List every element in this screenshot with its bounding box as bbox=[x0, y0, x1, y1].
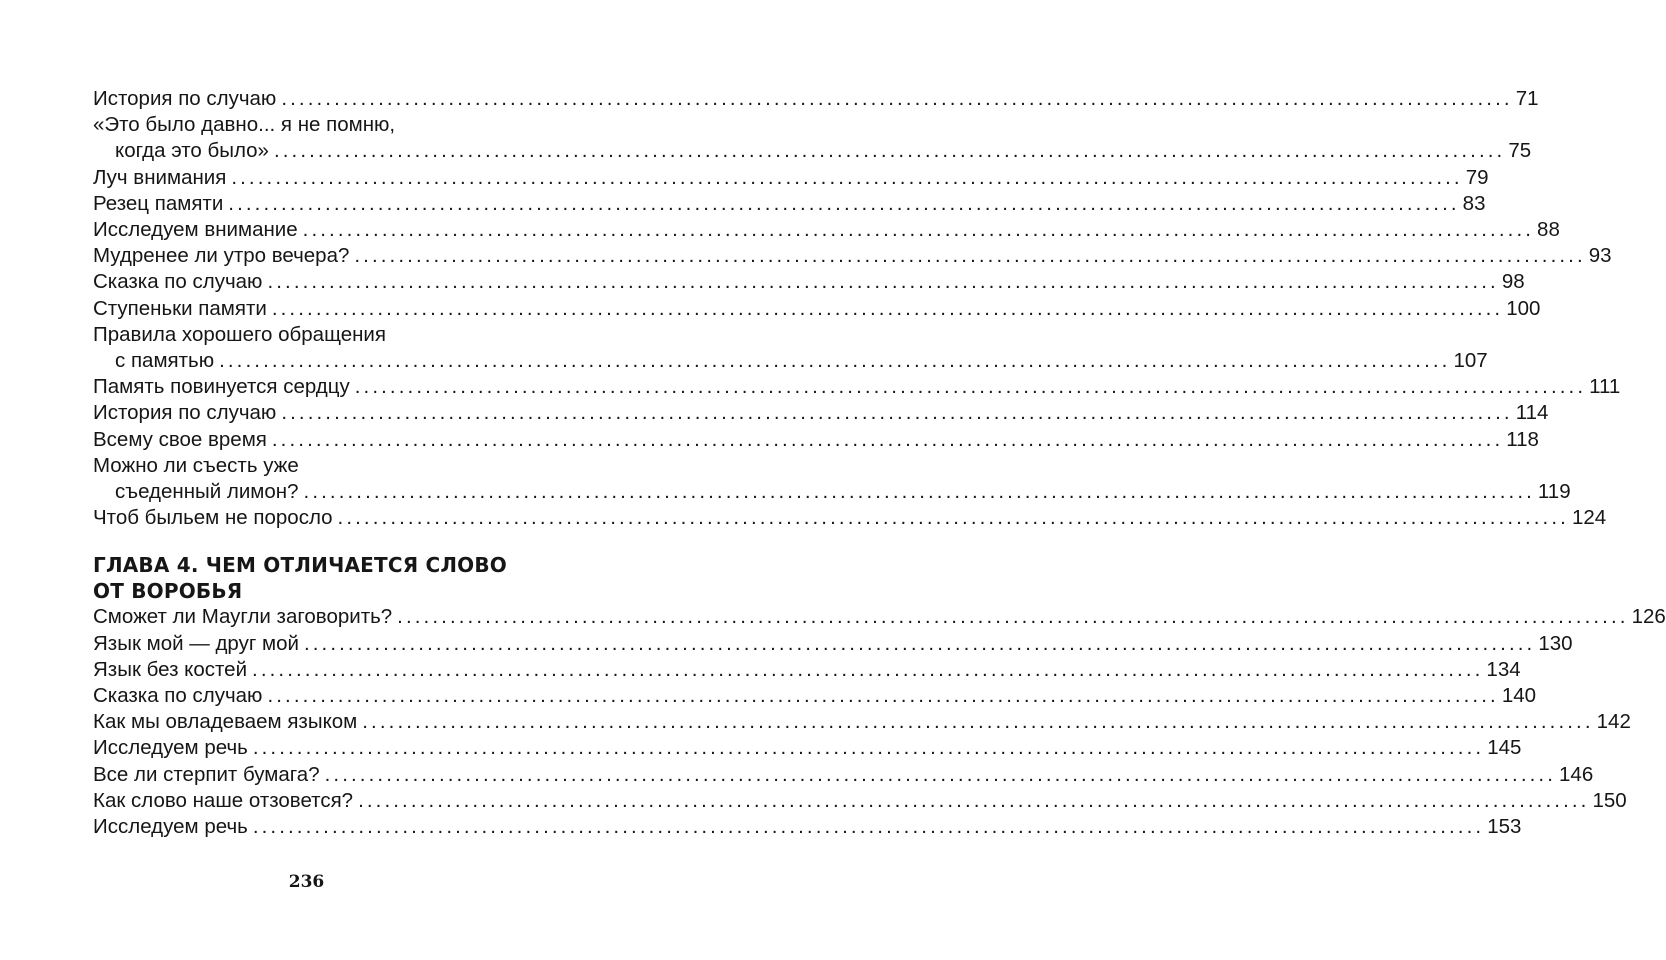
toc-entry bbox=[93, 322, 1488, 374]
toc-entry-page: 114 bbox=[1515, 401, 1549, 425]
toc-entry-title: Луч внимания bbox=[93, 165, 227, 189]
toc-entry-page: 111 bbox=[1589, 375, 1621, 399]
toc-entry-page: 98 bbox=[1501, 270, 1525, 294]
chapter-title-line-1: ГЛАВА 4. ЧЕМ ОТЛИЧАЕТСЯ СЛОВО bbox=[93, 553, 508, 578]
toc-entry-line bbox=[93, 631, 1573, 657]
toc-entry bbox=[93, 400, 1549, 426]
toc-list bbox=[93, 86, 1621, 531]
toc-entry-title: Правила хорошего обращения bbox=[93, 322, 386, 346]
toc-entry-line bbox=[93, 709, 1631, 735]
toc-entry-title: Как мы овладеваем языком bbox=[93, 710, 358, 734]
dot-leader: ............................................................................................................................................ bbox=[231, 165, 1463, 189]
toc-entry bbox=[93, 296, 1541, 322]
toc-entry-page: 107 bbox=[1453, 349, 1488, 373]
toc-entry-line bbox=[93, 400, 1549, 426]
toc-entry-title: Сможет ли Маугли заговорить? bbox=[93, 605, 393, 629]
toc-entry-title: Резец памяти bbox=[93, 191, 224, 215]
dot-leader: ............................................................................................................................................ bbox=[281, 401, 1513, 425]
toc-entry-title: Исследуем речь bbox=[93, 815, 248, 839]
toc-entry-line bbox=[93, 762, 1594, 788]
toc-entry-line bbox=[93, 374, 1621, 400]
toc-entry-title: «Это было давно... я не помню, bbox=[93, 113, 396, 137]
toc-entry-line bbox=[93, 427, 1539, 453]
chapter-heading bbox=[93, 552, 549, 604]
chapter-title-line-2: ОТ ВОРОБЬЯ bbox=[93, 579, 243, 604]
toc-entry-page: 146 bbox=[1559, 762, 1594, 786]
dot-leader: ............................................................................................................................................ bbox=[303, 631, 1536, 655]
toc-entry-page: 119 bbox=[1537, 480, 1571, 504]
toc-entry bbox=[93, 427, 1539, 453]
toc-entry-title: съеденный лимон? bbox=[115, 480, 299, 504]
toc-entry-title: Все ли стерпит бумага? bbox=[93, 762, 320, 786]
toc-entry-title: Ступеньки памяти bbox=[93, 296, 267, 320]
toc-entry-line bbox=[93, 165, 1489, 191]
toc-entry-page: 83 bbox=[1462, 191, 1486, 215]
toc-entry-page: 153 bbox=[1487, 815, 1522, 839]
toc-entry-page: 126 bbox=[1631, 605, 1666, 629]
toc-entry-title: с памятью bbox=[115, 349, 215, 373]
toc-entry-line bbox=[93, 657, 1521, 683]
toc-entry-title: Чтоб быльем не поросло bbox=[93, 506, 333, 530]
toc-entry-title: Как слово наше отзовется? bbox=[93, 788, 354, 812]
toc-entry-page: 100 bbox=[1506, 296, 1541, 320]
toc-entry-page: 124 bbox=[1571, 506, 1607, 530]
toc-entry-line bbox=[93, 735, 1522, 761]
toc-entry-page: 134 bbox=[1486, 657, 1521, 681]
dot-leader: ............................................................................................................................................ bbox=[362, 710, 1594, 734]
toc-entry-line bbox=[93, 217, 1560, 243]
toc-entry bbox=[93, 453, 1571, 505]
toc-entry-title: Исследуем речь bbox=[93, 736, 248, 760]
toc-entry-title: Можно ли съесть уже bbox=[93, 453, 299, 477]
toc-entry-page: 93 bbox=[1588, 244, 1612, 268]
toc-entry bbox=[93, 657, 1521, 683]
toc-entry-title: История по случаю bbox=[93, 87, 277, 110]
toc-entry bbox=[93, 191, 1486, 217]
toc-entry-title: Исследуем внимание bbox=[93, 218, 298, 242]
toc-entry bbox=[93, 683, 1537, 709]
toc-entry bbox=[93, 86, 1539, 112]
toc-entry-title: История по случаю bbox=[93, 401, 277, 425]
toc-entry-title: Всему свое время bbox=[93, 427, 267, 451]
toc-entry-page: 130 bbox=[1538, 631, 1573, 655]
toc-entry-page: 79 bbox=[1465, 165, 1489, 189]
toc-entry-line bbox=[93, 453, 549, 479]
toc-entry bbox=[93, 709, 1631, 735]
toc-entry-line bbox=[93, 479, 1571, 505]
dot-leader: ............................................................................................................................................ bbox=[303, 480, 1535, 504]
toc-entry-line bbox=[93, 86, 1539, 112]
toc-entry-line bbox=[93, 683, 1537, 709]
toc-entry-title: Мудренее ли утро вечера? bbox=[93, 244, 350, 268]
toc-entry-title: Язык без костей bbox=[93, 657, 248, 681]
toc-entry bbox=[93, 505, 1607, 531]
toc-entry-page: 150 bbox=[1592, 788, 1627, 812]
toc-entry-line bbox=[93, 322, 549, 348]
toc-entry bbox=[93, 814, 1522, 840]
dot-leader: ............................................................................................................................................ bbox=[397, 605, 1629, 629]
dot-leader: ............................................................................................................................................ bbox=[271, 296, 1504, 320]
dot-leader: ............................................................................................................................................ bbox=[354, 375, 1587, 399]
toc-entry bbox=[93, 604, 1666, 630]
toc-entry-line bbox=[93, 269, 1525, 295]
dot-leader: ............................................................................................................................................ bbox=[302, 218, 1535, 242]
dot-leader: ............................................................................................................................................ bbox=[337, 506, 1569, 530]
dot-leader: ............................................................................................................................................ bbox=[252, 736, 1485, 760]
dot-leader: ............................................................................................................................................ bbox=[354, 244, 1586, 268]
toc-entry bbox=[93, 217, 1560, 243]
toc-entry-page: 75 bbox=[1508, 139, 1532, 163]
toc-entry bbox=[93, 788, 1627, 814]
dot-leader: ............................................................................................................................................ bbox=[267, 684, 1499, 708]
toc-entry-line bbox=[93, 138, 1532, 164]
toc-entry-title: Язык мой — друг мой bbox=[93, 631, 299, 655]
dot-leader: ............................................................................................................................................ bbox=[324, 762, 1557, 786]
toc-entry bbox=[93, 762, 1594, 788]
dot-leader: ............................................................................................................................................ bbox=[267, 270, 1499, 294]
toc-entry-line bbox=[93, 112, 549, 138]
toc-entry-line bbox=[93, 348, 1488, 374]
toc-entry bbox=[93, 735, 1522, 761]
toc-entry-line bbox=[93, 814, 1522, 840]
toc-entry-page: 145 bbox=[1487, 736, 1522, 760]
dot-leader: ............................................................................................................................................ bbox=[228, 191, 1460, 215]
dot-leader: ............................................................................................................................................ bbox=[252, 657, 1484, 681]
toc-entry-line bbox=[93, 243, 1612, 269]
toc-entry-line bbox=[93, 604, 1666, 630]
toc-entry bbox=[93, 165, 1489, 191]
dot-leader: ............................................................................................................................................ bbox=[358, 788, 1590, 812]
toc-entry-page: 140 bbox=[1501, 684, 1537, 708]
dot-leader: ............................................................................................................................................ bbox=[281, 87, 1513, 110]
dot-leader: ............................................................................................................................................ bbox=[252, 815, 1485, 839]
toc-entry-title: когда это было» bbox=[115, 139, 269, 163]
dot-leader: ............................................................................................................................................ bbox=[219, 349, 1451, 373]
chapter-toc-list bbox=[93, 604, 1666, 840]
toc-entry-page: 142 bbox=[1596, 710, 1631, 734]
dot-leader: ............................................................................................................................................ bbox=[273, 139, 1506, 163]
toc-entry-line bbox=[93, 191, 1486, 217]
toc-entry bbox=[93, 269, 1525, 295]
toc-entry-title: Сказка по случаю bbox=[93, 270, 263, 294]
dot-leader: ............................................................................................................................................ bbox=[271, 427, 1504, 451]
toc-entry-line bbox=[93, 296, 1541, 322]
toc-entry-line bbox=[93, 505, 1607, 531]
toc-entry-page: 71 bbox=[1515, 87, 1539, 110]
toc-entry bbox=[93, 243, 1612, 269]
toc-entry-title: Память повинуется сердцу bbox=[93, 375, 350, 399]
toc-entry bbox=[93, 631, 1573, 657]
toc-entry-page: 118 bbox=[1506, 427, 1539, 451]
contents-page bbox=[93, 86, 1666, 840]
toc-entry bbox=[93, 112, 1532, 164]
toc-entry-page: 88 bbox=[1537, 218, 1560, 242]
toc-entry-title: Сказка по случаю bbox=[93, 684, 263, 708]
toc-entry-line bbox=[93, 788, 1627, 814]
toc-entry bbox=[93, 374, 1621, 400]
page-number: 236 bbox=[288, 872, 325, 892]
